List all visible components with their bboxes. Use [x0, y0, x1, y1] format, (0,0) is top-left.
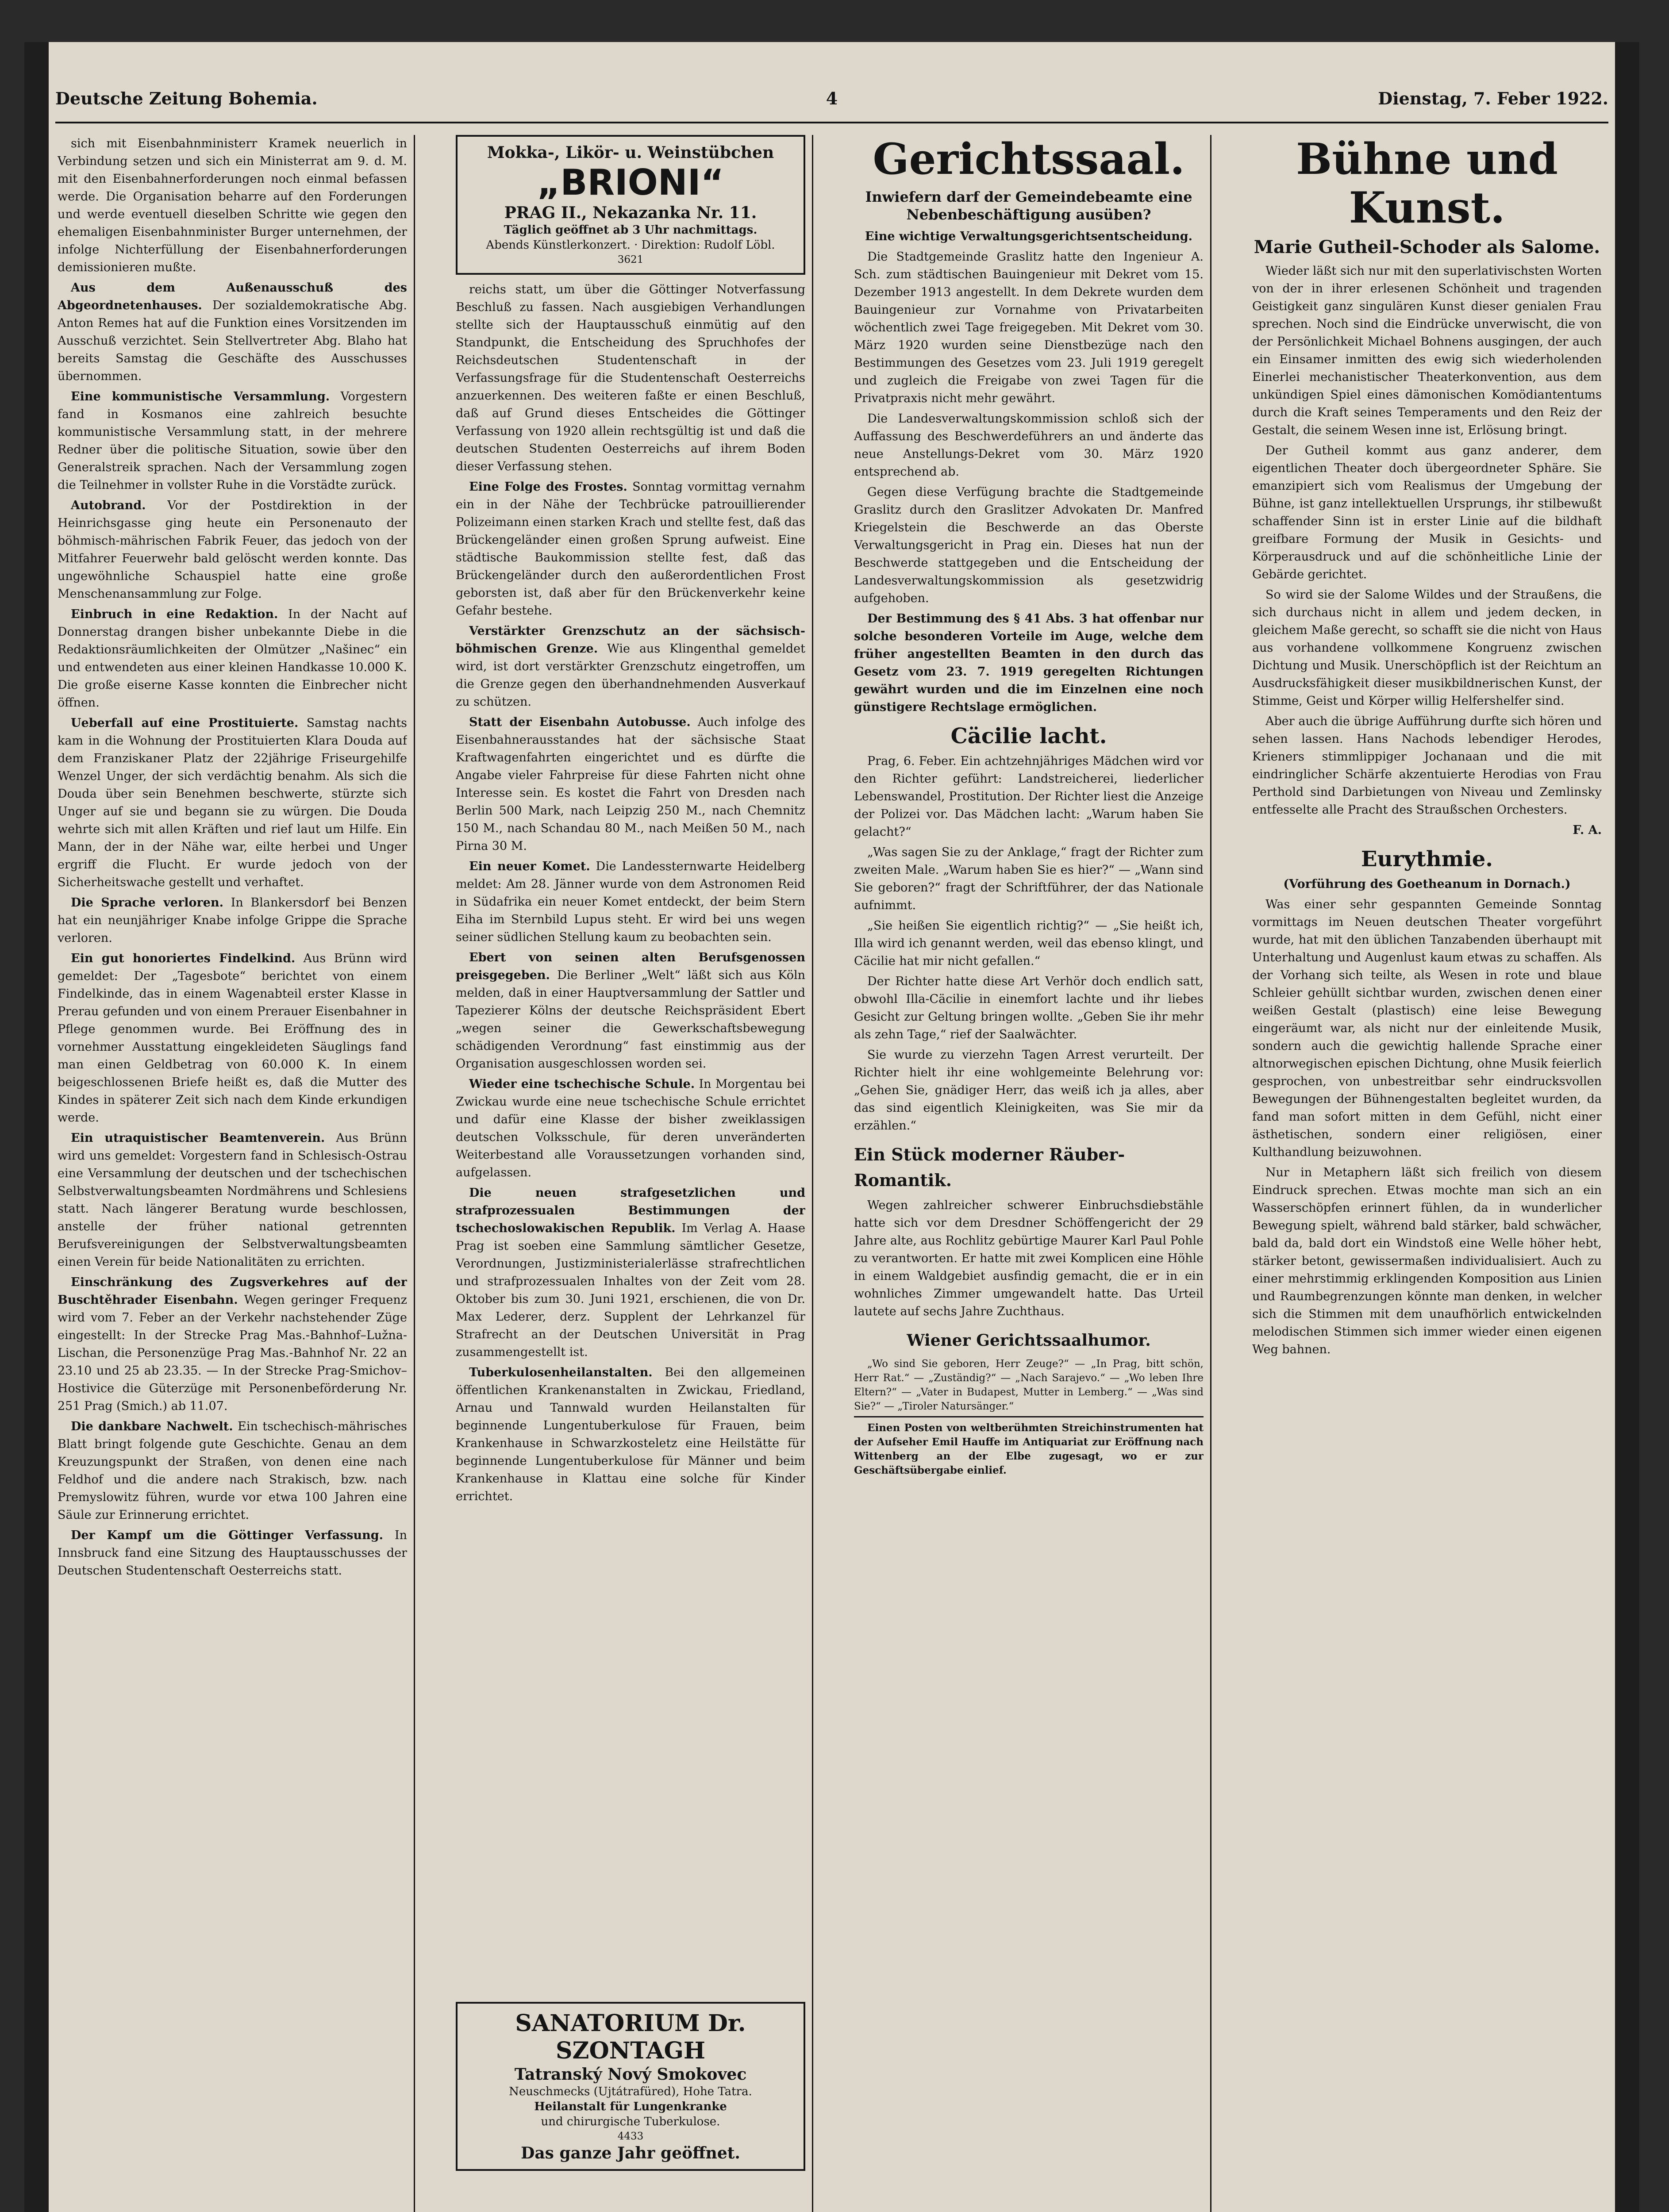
ad-address: PRAG II., Nekazanka Nr. 11.	[504, 204, 757, 222]
paragraph: Aus Brünn wird gemeldet: Der „Tagesbote“ berichtet von einem Findelkinde, das in einem Wagenabteil erster Klasse in Prerau gefunden und von einem Prerauer Eisenbahner in Pflege genommen wurde. Bei Eröffnung des in vornehmer Ausstattung eingekleideten Säuglings fand man einen Geldbetrag von 60.000 K. In einem beigeschlossenen Briefe heißt es, daß die Mutter des Kindes in späterer Zeit sich nach dem Kinde erkundigen werde.	[58, 952, 407, 1125]
article-subheadline: (Vorführung des Goetheanum in Dornach.)	[1283, 877, 1571, 891]
paragraph: Der Bestimmung des § 41 Abs. 3 hat offenbar nur solche besonderen Vorteile im Auge, welche dem früher angestellten Beamten in den durch das Gesetz vom 23. 7. 1919 geregelten Richtungen gewährt wurden und die im Einzelnen eine noch günstigere Rechtslage ermöglichen.	[854, 612, 1204, 714]
paragraph: Was einer sehr gespannten Gemeinde Sonntag vormittags im Neuen deutschen Theater vorgeführt wurde, hat mit den üblichen Tanzabenden überhaupt mit Unterhaltung und Augenlust kaum etwas zu schaffen. Als der Vorhang sich teilte, als Wesen in rote und blaue Schleier gehüllt sichtbar wurden, zwischen denen einer weißen Gestalt (plastisch) eine leise Bewegung eingeräumt war, als nicht nur der einleitende Musik, sondern auch die gewichtig hallende Sprache einer altnorwegischen epischen Dichtung, ohne Musik feierlich gesprochen, von unbestreitbar sehr eindrucksvollen Bewegungen der Bühnengestalten begleitet wurden, da fand man sofort mitten in dem Gefühl, nicht einer ästhetischen, sondern einer religiösen, einer Kulthandlung beizuwohnen.	[1252, 898, 1602, 1159]
advertisement-sanatorium	[456, 2002, 805, 2171]
article-headline: Ein Stück moderner Räuber-Romantik.	[854, 1144, 1125, 1190]
column-3	[854, 135, 1204, 2212]
headline: Eine kommunistische Versammlung.	[71, 390, 330, 403]
article-headline: Eurythmie.	[1361, 847, 1493, 872]
paragraph: Auch infolge des Eisenbahnerausstandes hat der sächsische Staat Kraftwagenfahrten eingerichtet und es dürfte die Angabe vieler Fahrpreise für diese Fahrten nicht ohne Interesse sein. Es kostet die Fahrt von Dresden nach Berlin 500 Mark, nach Leipzig 250 M., nach Chemnitz 150 M., nach Schandau 80 M., nach Meißen 50 M., nach Pirna 30 M.	[456, 715, 805, 853]
author-sign: F. A.	[1573, 823, 1602, 837]
article-headline: Cäcilie lacht.	[950, 724, 1107, 749]
headline: Aus dem Außenausschuß des Abgeordnetenhauses.	[58, 281, 407, 312]
ad-line: Heilanstalt für Lungenkranke	[534, 2100, 727, 2113]
ad-concert: Abends Künstlerkonzert.	[486, 238, 631, 252]
headline: Tuberkulosenheilanstalten.	[469, 1366, 653, 1379]
article-headline: Marie Gutheil-Schoder als Salome.	[1254, 237, 1600, 257]
ad-hours: Täglich geöffnet ab 3 Uhr nachmittags.	[504, 223, 758, 237]
masthead-rule	[55, 122, 1608, 123]
paragraph: So wird sie der Salome Wildes und der Straußens, die sich durchaus nicht in allem und jedem decken, in gleichem Maße gerecht, so schafft sie die nicht von Haus aus vorhandene vollkommene Kongruenz zwischen Dichtung und Musik. Unerschöpflich ist der Reichtum an Ausdrucksfähigkeit dieser musikbildnerischen Kunst, der Stimme, Geist und Körper willig Helfershelfer sind.	[1252, 588, 1602, 708]
ad-name: SANATORIUM Dr. SZONTAGH	[515, 2010, 746, 2064]
paragraph: Wegen zahlreicher schwerer Einbruchsdiebstähle hatte sich vor dem Dresdner Schöffengericht der 29 Jahre alte, aus Rochlitz gebürtige Maurer Karl Paul Pohle zu verantworten. Er hatte mit zwei Komplicen eine Höhle in einem Waldgebiet ausfindig gemacht, die er in ein wohnliches Zimmer umgewandelt hatte. Das Urteil lautete auf sechs Jahre Zuchthaus.	[854, 1198, 1204, 1318]
paragraph: Aus Brünn wird uns gemeldet: Vorgestern fand in Schlesisch-Ostrau eine Versammlung der deutschen und der tschechischen Selbstverwaltungsbeamten Nordmährens und Schlesiens statt. Nach längerer Beratung wurde beschlossen, anstelle der früher national getrennten Berufsvereinigungen der Selbstverwaltungsbeamten einen Verein für beide Nationalitäten zu errichten.	[58, 1131, 407, 1269]
paragraph: Wieder läßt sich nur mit den superlativischsten Worten von der in ihrer erlesenen Schönheit und tragenden Geistigkeit ganz singulären Kunst dieser genialen Frau sprechen. Noch sind die Eindrücke unverwischt, die von der Persönlichkeit Michael Bohnens ausgingen, der auch ein Einsamer inmitten des ewig sich wiederholenden Einerlei mechanistischer Theaterkonvention, aus dem unkündigen Spiel eines dämonischen Komödiantentums durch die Kraft seines Temperaments und den Reiz der Gestalt, die seinem Wesen inne ist, Erlösung bringt.	[1252, 264, 1602, 437]
headline: Ein utraquistischer Beamtenverein.	[71, 1131, 325, 1145]
headline: Ein neuer Komet.	[469, 860, 590, 873]
headline: Ebert von seinen alten Berufsgenossen preisgegeben.	[456, 951, 805, 982]
newspaper-page	[24, 42, 1639, 2212]
paragraph: Die Stadtgemeinde Graslitz hatte den Ingenieur A. Sch. zum städtischen Bauingenieur mit Dekret vom 15. Dezember 1913 angestellt. In dem Dekrete wurden dem Bauingenieur zur Vornahme von Privatarbeiten wöchentlich zwei Tage freigegeben. Mit Dekret vom 30. März 1920 wurden seine Dienstbezüge nach den Bestimmungen des Gesetzes vom 23. Juli 1919 geregelt und zugleich die Freigabe von zwei Tagen für die Privatpraxis nicht mehr gewährt.	[854, 250, 1204, 405]
ad-line: Neuschmecks (Ujtátrafüred), Hohe Tatra.	[509, 2085, 752, 2098]
paragraph: Der Richter hatte diese Art Verhör doch endlich satt, obwohl Illa-Cäcilie in einemfort lachte und ihr liebes Gesicht zur Geltung bringen wollte. „Geben Sie ihr mehr als zehn Tage,“ rief der Saalwächter.	[854, 975, 1204, 1041]
column-2	[456, 135, 805, 2212]
headline: Ein gut honoriertes Findelkind.	[71, 952, 296, 965]
headline: Ueberfall auf eine Prostituierte.	[71, 716, 299, 730]
paragraph: Vor der Postdirektion in der Heinrichsgasse ging heute ein Personenauto der böhmisch-mährischen Fabrik Feuer, das jedoch von der Mitfahrer Feuerwehr bald gelöscht werden konnte. Das ungewöhnliche Schauspiel hatte eine große Menschenansammlung zur Folge.	[58, 499, 407, 601]
paragraph: Nur in Metaphern läßt sich freilich von diesem Eindruck sprechen. Etwas mochte man sich an ein Wasserschöpfen erinnert fühlen, da in wunderlicher Bewegung spielt, während bald stärker, bald schwächer, bald da, bald dort ein Windstoß eine Welle höher hebt, stärker betont, gewissermaßen individualisiert. Auch zu einer mehrstimmig erklingenden Komposition aus Linien und Raumbegrenzungen könnte man denken, in welcher sich die Stimmen mit dem unaufhörlich entwickelnden melodischen Stimmen sich immer wieder einen eigenen Weg bahnen.	[1252, 1166, 1602, 1356]
ad-line: und chirurgische Tuberkulose.	[541, 2115, 720, 2128]
ad-line: Das ganze Jahr geöffnet.	[521, 2144, 740, 2162]
article-subheadline: Eine wichtige Verwaltungsgerichtsentscheidung.	[865, 230, 1193, 243]
paragraph: Gegen diese Verfügung brachte die Stadtgemeinde Graslitz durch den Graslitzer Advokaten Dr. Manfred Kriegelstein die Beschwerde an das Oberste Verwaltungsgericht in Prag ein. Dieses hat nun der Beschwerde stattgegeben und die Entscheidung der Landesverwaltungskommission als gesetzwidrig aufgehoben.	[854, 485, 1204, 605]
paragraph: Der sozialdemokratische Abg. Anton Remes hat auf die Funktion eines Vorsitzenden im Ausschuß verzichtet. Sein Stellvertreter Abg. Blaho hat bereits Samstag die Geschäfte des Ausschusses übernommen.	[58, 299, 407, 383]
paragraph: In der Nacht auf Donnerstag drangen bisher unbekannte Diebe in die Redaktionsräumlichkeiten der Olmützer „Našinec“ ein und entwendeten aus einer kleinen Handkasse 10.000 K. Die große eiserne Kasse konnten die Einbrecher nicht öffnen.	[58, 607, 407, 710]
advertisement-brioni	[456, 135, 805, 275]
column-1	[58, 135, 407, 2212]
ad-name: „BRIONI“	[537, 162, 724, 203]
ad-line: Mokka-, Likör- u. Weinstübchen	[487, 143, 774, 162]
paragraph: reichs statt, um über die Göttinger Notverfassung Beschluß zu fassen. Nach ausgiebigen Verhandlungen stellte sich der Hauptausschuß einmütig auf den Standpunkt, die Entscheidung des Spruchhofes der Reichsdeutschen Studentenschaft in der Verfassungsfrage für die Studentenschaft Oesterreichs anzuerkennen. Des weiteren faßte er einen Beschluß, daß auf Grund dieses Entscheides die Göttinger Verfassung von 1920 allein rechtsgültig ist und daß die deutschen Studenten Oesterreichs auf ihrem Boden dieser Verfassung stehen.	[456, 283, 805, 473]
article-headline: Inwiefern darf der Gemeindebeamte eine Nebenbeschäftigung ausüben?	[865, 188, 1192, 223]
column-rule	[1210, 135, 1211, 2212]
ad-code: 4433	[617, 2131, 644, 2142]
paragraph: Vorgestern fand in Kosmanos eine zahlreich besuchte kommunistische Versammlung statt, in der mehrere Redner über die politische Situation, sowie über den Generalstreik sprachen. Nach der Versammlung zogen die Teilnehmer in vollster Ruhe in die Vorstädte zurück.	[58, 390, 407, 492]
paragraph: Ein tschechisch-mährisches Blatt bringt folgende gute Geschichte. Genau an dem Kreuzungspunkt der Straßen, von denen eine nach Feldhof und die andere nach Strakisch, bzw. nach Premyslowitz führen, wurde vor etwa 100 Jahren eine Säule zur Erinnerung errichtet.	[58, 1420, 407, 1522]
headline: Wieder eine tschechische Schule.	[469, 1077, 695, 1091]
issue-date: Dienstag, 7. Feber 1922.	[1378, 88, 1608, 108]
page-edge-right	[1615, 42, 1639, 2212]
paragraph: „Wo sind Sie geboren, Herr Zeuge?“ — „In Prag, bitt schön, Herr Rat.“ — „Zuständig?“ — „Nach Sarajevo.“ — „Wo leben Ihre Eltern?“ — „Vater in Budapest, Mutter in Lemberg.“ — „Was sind Sie?“ — „Tiroler Natursänger.“	[854, 1358, 1204, 1412]
paragraph: Die Berliner „Welt“ läßt sich aus Köln melden, daß in einer Hauptversammlung der Sattler und Tapezierer Kölns der deutsche Reichspräsident Ebert „wegen seiner die Gewerkschaftsbewegung schädigenden Verordnung“ fast einstimmig aus der Organisation ausgeschlossen worden sei.	[456, 968, 805, 1071]
paragraph: „Sie heißen Sie eigentlich richtig?“ — „Sie heißt ich, Illa wird ich genannt werden, weil das ebenso klingt, und Cäcilie hat mir nicht gefallen.“	[854, 919, 1204, 968]
paragraph: Die Landesverwaltungskommission schloß sich der Auffassung des Beschwerdeführers an und änderte das neue Anstellungs-Dekret vom 30. März 1920 entsprechend ab.	[854, 412, 1204, 479]
paragraph: Sonntag vormittag vernahm ein in der Nähe der Techbrücke patrouillierender Polizeimann einen starken Krach und stellte fest, daß das Brückengeländer einen großen Sprung aufweist. Eine städtische Baukommission stellte fest, daß das Brückengeländer durch den außerordentlichen Frost geborsten ist, daß aber für den Brückenverkehr keine Gefahr bestehe.	[456, 480, 805, 618]
headline: Statt der Eisenbahn Autobusse.	[469, 715, 691, 729]
section-title: Bühne und Kunst.	[1296, 135, 1558, 233]
headline: Die neuen strafgesetzlichen und strafprozessualen Bestimmungen der tschechoslowakischen Republik.	[456, 1186, 805, 1235]
ad-code: 3621	[617, 254, 644, 265]
paragraph: Samstag nachts kam in die Wohnung der Prostituierten Klara Douda auf dem Franziskaner Platz der 22jährige Friseurgehilfe Wenzel Unger, der sich verdächtig benahm. Als sich die Douda über sein Benehmen beschwerte, stürzte sich Unger auf sie und begann sie zu würgen. Die Douda wehrte sich mit allen Kräften und rief laut um Hilfe. Ein Mann, der in der Nähe war, eilte herbei und Unger ergriff die Flucht. Er wurde jedoch von der Sicherheitswache gestellt und verhaftet.	[58, 716, 407, 889]
ad-direction: Direktion: Rudolf Löbl.	[641, 238, 775, 252]
headline: Die dankbare Nachwelt.	[71, 1420, 233, 1433]
headline: Eine Folge des Frostes.	[469, 480, 627, 494]
ad-line: Tatranský Nový Smokovec	[514, 2065, 747, 2084]
paragraph: Der Gutheil kommt aus ganz anderer, dem eigentlichen Theater doch übergeordneter Sphäre. Sie emanzipiert sich vom Realismus der Umgebung der Bühne, ist ganz intellektuellen Ursprungs, ihr stilbewußt schaffender Sinn ist in erster Linie auf die bildhaft greifbare Formung der Musik in Gesichts- und Körperausdruck und auf die schönheitliche Linie der Gebärde gerichtet.	[1252, 444, 1602, 581]
page-edge-left	[24, 42, 49, 2212]
masthead	[55, 88, 1608, 119]
paragraph: Die Landessternwarte Heidelberg meldet: Am 28. Jänner wurde von dem Astronomen Reid in Südafrika ein neuer Komet entdeckt, der beim Stern Eiha im Sternbild Lupus steht. Er wird bei uns wegen seiner südlichen Stellung kaum zu beobachten sein.	[456, 860, 805, 944]
section-title: Gerichtssaal.	[873, 135, 1185, 184]
ad-line: Abends Künstlerkonzert. · Direktion: Rudolf Löbl.	[486, 238, 775, 252]
headline: Autobrand.	[71, 499, 146, 512]
paragraph: Aber auch die übrige Aufführung durfte sich hören und sehen lassen. Hans Nachods lebendiger Herodes, Krieners stimmlippiger Jochanaan und die mit eindringlicher Schärfe akzentuierte Herodias von Frau Perthold sind Darbietungen von Niveau und Zemlinsky entfesselte alle Pracht des Straußschen Orchesters.	[1252, 714, 1602, 817]
paragraph: Im Verlag A. Haase Prag ist soeben eine Sammlung sämtlicher Gesetze, Verordnungen, Justizministerialerlässe strafrechtlichen und strafprozessualen Inhaltes von der Zeit vom 28. Oktober bis zum 30. Juni 1921, erschienen, die von Dr. Max Lederer, derz. Supplent der Lehrkanzel für Strafrecht an der Deutschen Universität in Prag zusammengestellt ist.	[456, 1221, 805, 1359]
headline: Der Kampf um die Göttinger Verfassung.	[71, 1528, 384, 1542]
headline: Einschränkung des Zugsverkehres auf der Buschtěhrader Eisenbahn.	[58, 1275, 407, 1307]
notice: Einen Posten von weltberühmten Streichinstrumenten hat der Aufseher Emil Hauffe im Antiquariat zur Eröffnung nach Wittenberg an der Elbe zugesagt, wo er zur Geschäftsübergabe einlief.	[854, 1416, 1204, 1478]
headline: Einbruch in eine Redaktion.	[71, 607, 278, 621]
column-rule	[414, 135, 415, 2212]
page-number: 4	[826, 88, 838, 108]
headline: Verstärkter Grenzschutz an der sächsisch-böhmischen Grenze.	[456, 624, 805, 656]
column-rule	[812, 135, 813, 2212]
paragraph: „Was sagen Sie zu der Anklage,“ fragt der Richter zum zweiten Male. „Warum haben Sie es hier?“ — „Wann sind Sie geboren?“ fragt der Schriftführer, der das Nationale aufnimmt.	[854, 845, 1204, 912]
paragraph: Bei den allgemeinen öffentlichen Krankenanstalten in Zwickau, Friedland, Arnau und Tannwald wurden Heilanstalten für beginnende Lungentuberkulose für Frauen, beim Krankenhause in Schwarzkosteletz eine Heilstätte für beginnende Lungentuberkulose für Männer und beim Krankenhause in Klattau eine solche für Kinder errichtet.	[456, 1366, 805, 1503]
column-4	[1252, 135, 1602, 2212]
paragraph: Wegen geringer Frequenz wird vom 7. Feber an der Verkehr nachstehender Züge eingestellt: In der Strecke Prag Mas.-Bahnhof–Lužna-Lischan, die Personenzüge Prag Mas.-Bahnhof Nr. 22 an 23.10 und 25 ab 23.35. — In der Strecke Prag-Smichov–Hostivice die Güterzüge mit Personenbeförderung Nr. 251 Prag (Smich.) ab 11.07.	[58, 1293, 407, 1413]
paragraph: Wie aus Klingenthal gemeldet wird, ist dort verstärkter Grenzschutz eingetroffen, um die Grenze gegen den überhandnehmenden Ausverkauf zu schützen.	[456, 642, 805, 709]
paragraph: Sie wurde zu vierzehn Tagen Arrest verurteilt. Der Richter hielt ihr eine wohlgemeinte Belehrung vor: „Gehen Sie, gnädiger Herr, das weiß ich ja alles, aber das sind eigentlich Kleinigkeiten, was Sie mir da erzählen.“	[854, 1048, 1204, 1133]
paper-title: Deutsche Zeitung Bohemia.	[55, 88, 318, 108]
headline: Die Sprache verloren.	[71, 896, 223, 910]
paragraph: In Blankersdorf bei Benzen hat ein neunjähriger Knabe infolge Grippe die Sprache verloren.	[58, 896, 407, 945]
paragraph: In Innsbruck fand eine Sitzung des Hauptausschusses der Deutschen Studentenschaft Oesterreichs statt.	[58, 1528, 407, 1578]
paragraph: sich mit Eisenbahnministerr Kramek neuerlich in Verbindung setzen und sich ein Ministerrat am 9. d. M. mit den Eisenbahnerforderungen noch einmal befassen werde. Die Organisation beharre auf den Forderungen und werde eventuell dieselben Schritte wie gegen den ehemaligen Eisenbahnminister Burger unternehmen, der infolge Nichterfüllung der Eisenbahnerforderungen demissionieren mußte.	[58, 137, 407, 274]
paragraph: In Morgentau bei Zwickau wurde eine neue tschechische Schule errichtet und dafür eine Klasse der bisher zweiklassigen deutschen Volksschule, für deren unveränderten Weiterbestand alle Voraussetzungen vorhanden sind, aufgelassen.	[456, 1077, 805, 1179]
article-headline: Wiener Gerichtssaalhumor.	[907, 1331, 1151, 1350]
paragraph: Prag, 6. Feber. Ein achtzehnjähriges Mädchen wird vor den Richter geführt: Landstreicherei, liederlicher Lebenswandel, Prostitution. Der Richter liest die Anzeige der Polizei vor. Das Mädchen lacht: „Warum haben Sie gelacht?“	[854, 754, 1204, 839]
